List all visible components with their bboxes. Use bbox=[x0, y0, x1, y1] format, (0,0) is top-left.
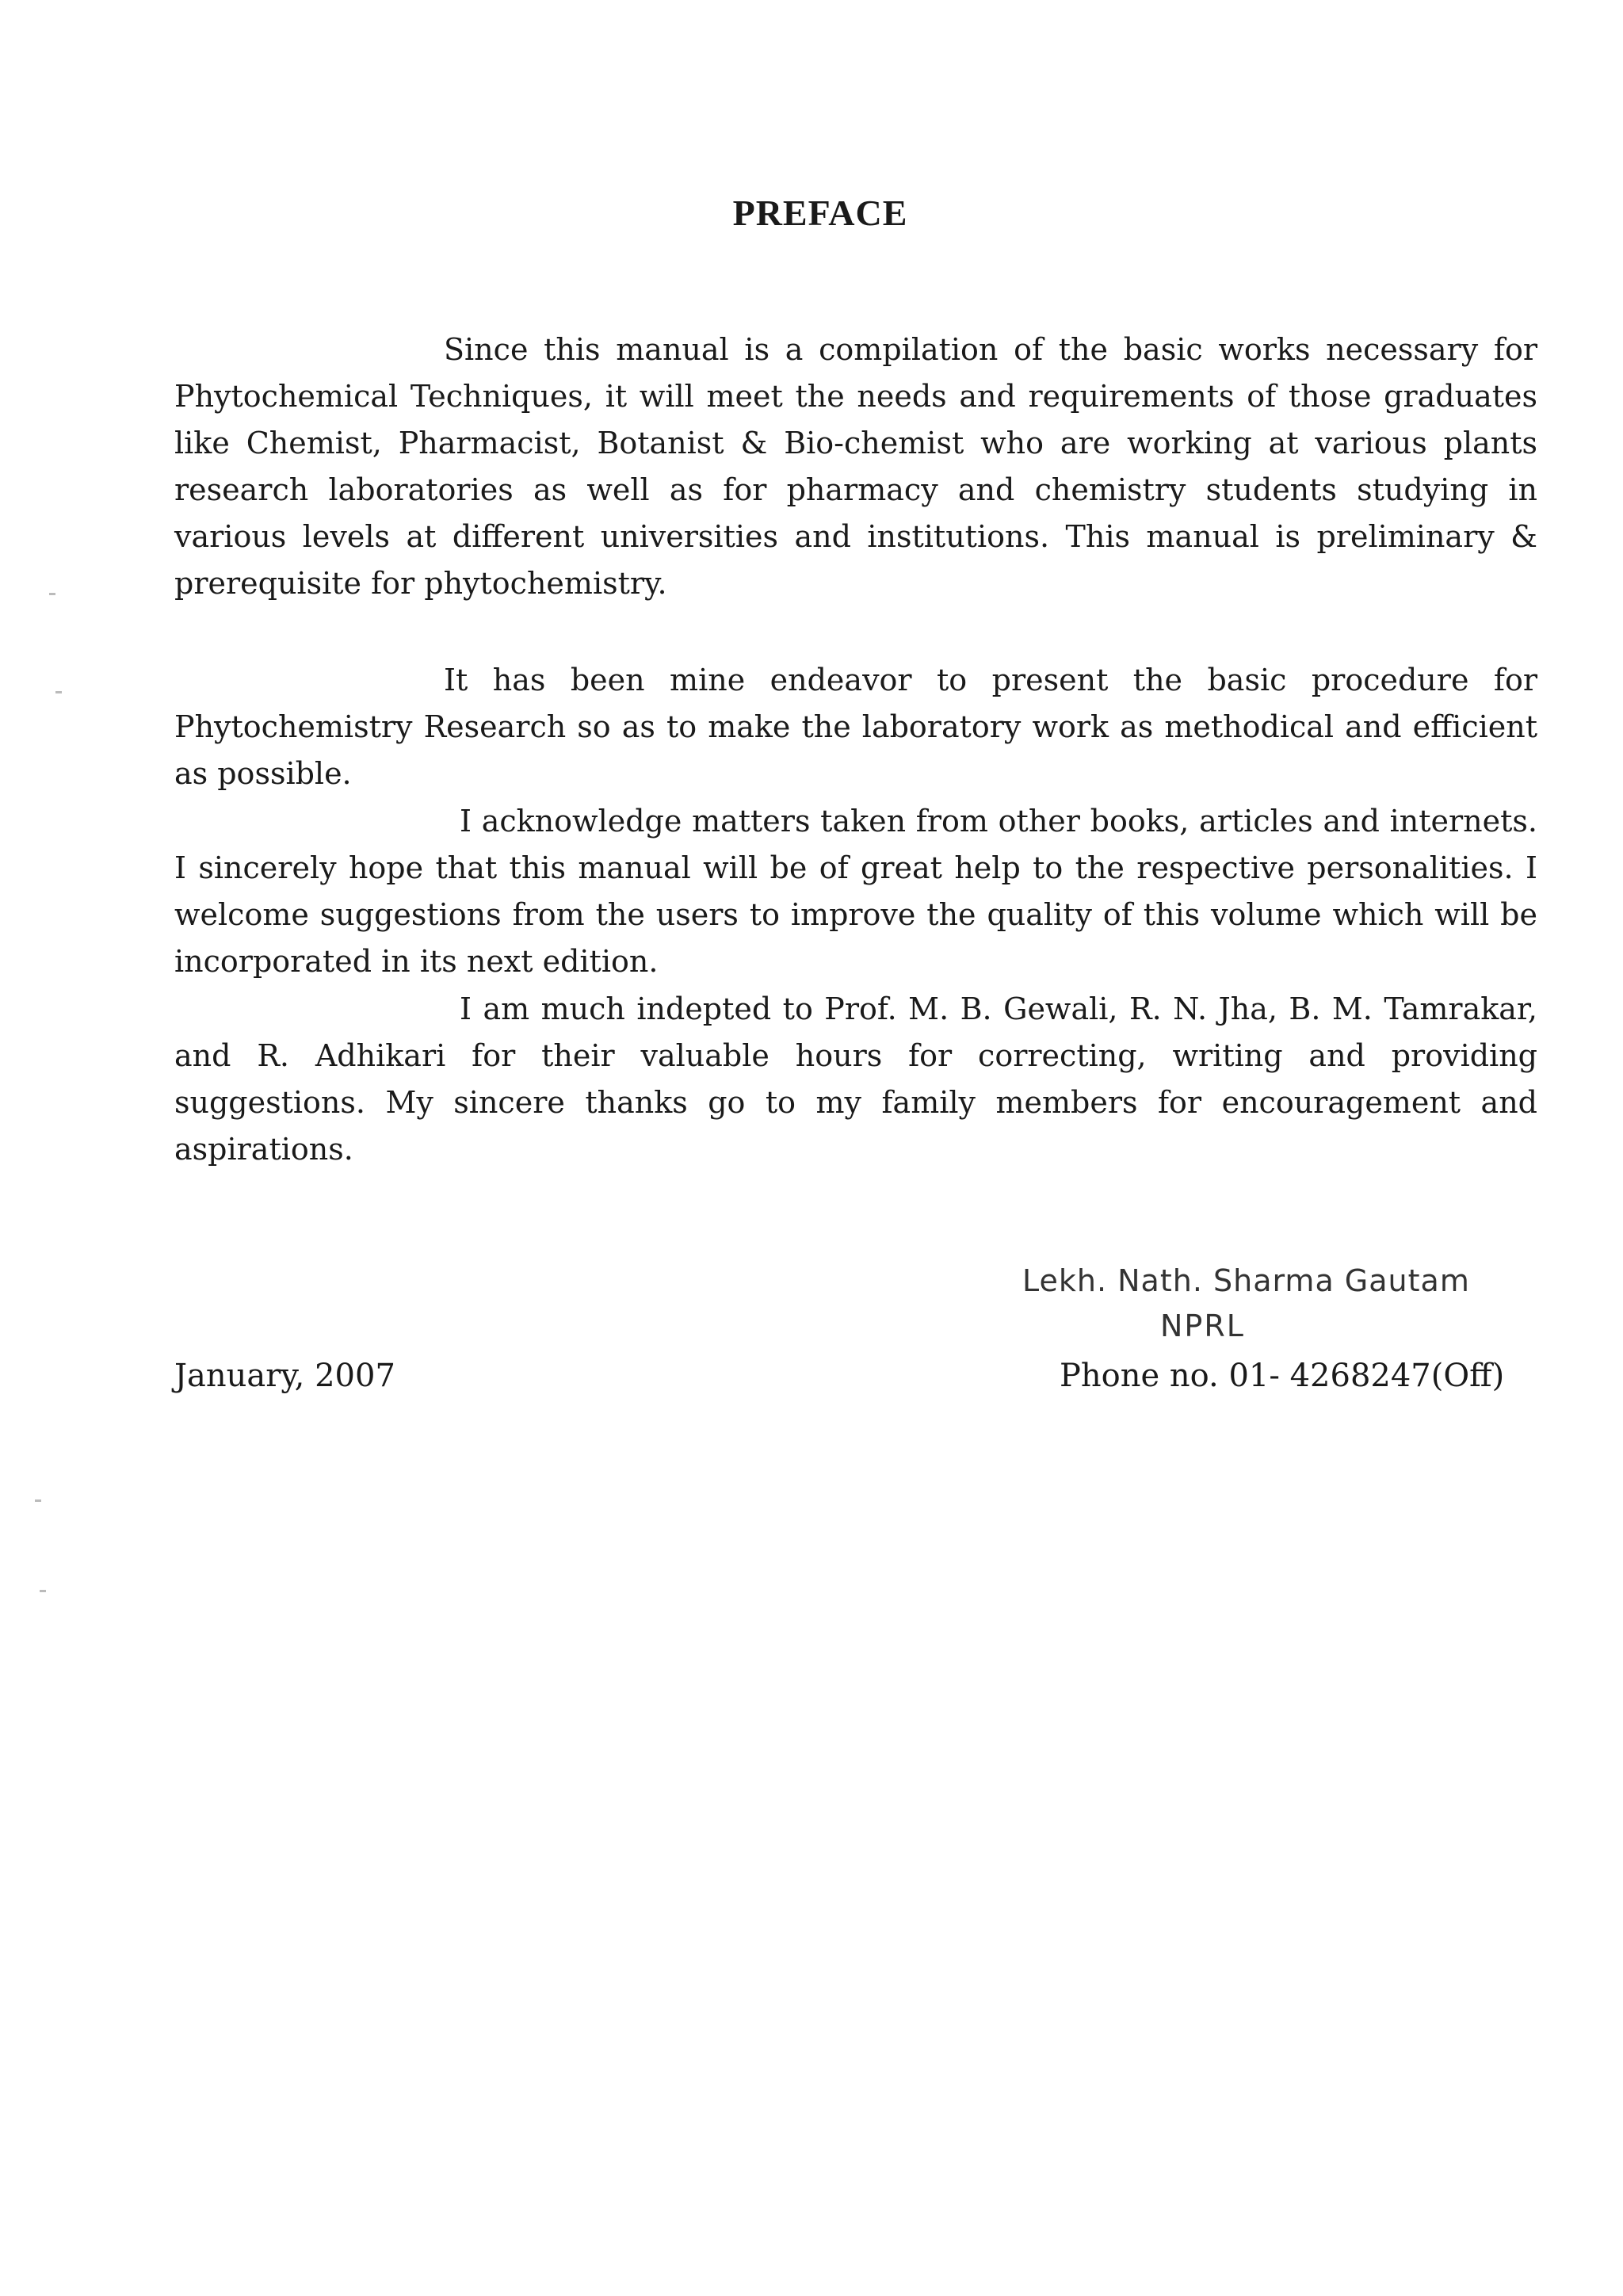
signature-phone: Phone no. 01- 4268247(Off) bbox=[1060, 1358, 1505, 1394]
document-date: January, 2007 bbox=[174, 1358, 395, 1394]
scan-speck bbox=[55, 691, 62, 693]
preface-paragraph-1: Since this manual is a compilation of the basic works necessary for Phytochemical Techniques, it will meet the needs and requirements of those graduates like Chemist, Pharmacist, Botanist & Bio-chemist who are working at various plants research laboratories as well as for pharmacy and chemistry students studying in various levels at different universities and institutions. This manual is preliminary & prerequisite for phytochemistry. bbox=[174, 332, 1537, 601]
scan-speck bbox=[35, 1499, 41, 1502]
preface-paragraph-3: I acknowledge matters taken from other books, articles and internets. I sincerely hope that this manual will be of great help to the respective personalities. I welcome suggestions from the users to improve the quality of this volume which will be incorporated in its next edition. bbox=[174, 804, 1537, 979]
signature-organization: NPRL bbox=[1160, 1308, 1245, 1343]
scan-speck bbox=[40, 1590, 46, 1592]
preface-paragraph-4: I am much indepted to Prof. M. B. Gewali, R. N. Jha, B. M. Tamrakar, and R. Adhikari for their valuable hours for correcting, writing and providing suggestions. My sincere thanks go to my family members for encouragement and aspirations. bbox=[174, 991, 1537, 1167]
signature-name: Lekh. Nath. Sharma Gautam bbox=[1022, 1263, 1470, 1298]
preface-paragraph-2: It has been mine endeavor to present the basic procedure for Phytochemistry Research so as to make the laboratory work as methodical and efficient as possible. bbox=[174, 663, 1537, 791]
scan-speck bbox=[49, 593, 55, 595]
page-title: PREFACE bbox=[732, 193, 908, 233]
